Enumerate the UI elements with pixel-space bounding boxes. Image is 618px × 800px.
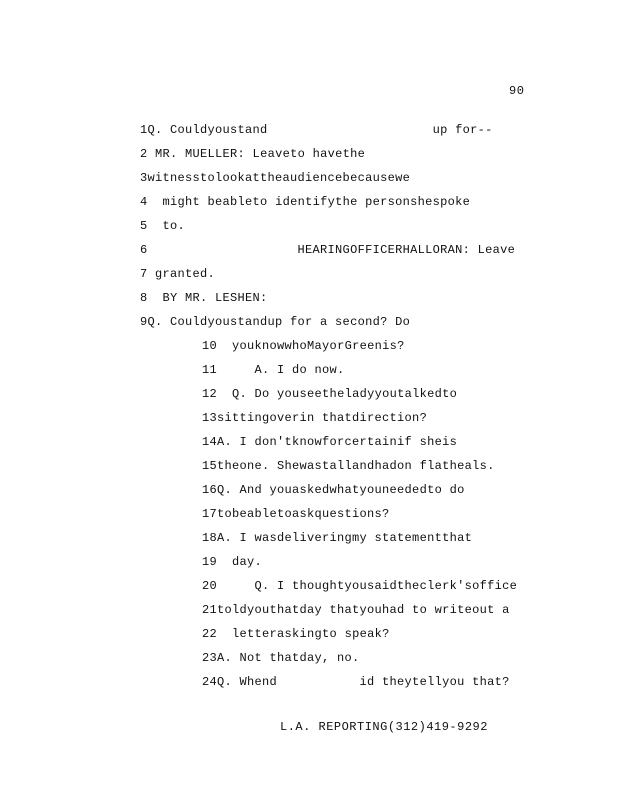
transcript-line-24 [172, 661, 510, 703]
line-text: granted. [155, 267, 216, 281]
line-number: 19 [202, 555, 218, 569]
line-text: A. I wasdeliveringmy statementthat [217, 531, 473, 545]
line-text: might beableto identifythe personshespoke [162, 195, 471, 209]
line-text: A. I do now. [217, 363, 345, 377]
page-number: 90 [509, 84, 525, 98]
line-text: theone. Shewastallandhadon flatheals. [217, 459, 495, 473]
line-text: tobeabletoaskquestions? [217, 507, 390, 521]
line-number: 22 [202, 627, 218, 641]
line-number: 20 [202, 579, 218, 593]
line-number: 21 [202, 603, 218, 617]
line-number: 16 [202, 483, 218, 497]
line-number: 7 [140, 267, 148, 281]
line-number: 10 [202, 339, 218, 353]
line-text: Q. And youaskedwhatyouneededto do [217, 483, 465, 497]
line-number: 14 [202, 435, 218, 449]
line-number: 17 [202, 507, 218, 521]
line-number: 18 [202, 531, 218, 545]
line-text: toldyouthatday thatyouhad to writeout a [217, 603, 510, 617]
line-text: A. Not thatday, no. [217, 651, 360, 665]
line-text: youknowwhoMayorGreenis? [232, 339, 405, 353]
line-text: Q. Do youseetheladyyoutalkedto [232, 387, 458, 401]
line-text: day. [232, 555, 263, 569]
line-number: 1 [140, 123, 148, 137]
line-text: witnesstolookattheaudiencebecausewe [147, 171, 411, 185]
line-number: 6 [140, 243, 148, 257]
line-text: to. [162, 219, 186, 233]
line-number: 13 [202, 411, 218, 425]
line-number: 15 [202, 459, 218, 473]
line-number: 3 [140, 171, 148, 185]
line-text: A. I don'tknowforcertainif sheis [217, 435, 458, 449]
line-number: 5 [140, 219, 148, 233]
line-number: 23 [202, 651, 218, 665]
line-text: HEARINGOFFICERHALLORAN: Leave [147, 243, 516, 257]
line-text: sittingoverin thatdirection? [217, 411, 428, 425]
line-number: 11 [202, 363, 218, 377]
line-number: 2 [140, 147, 148, 161]
line-text: Q. Couldyoustand up for-- [147, 123, 493, 137]
line-number: 9 [140, 315, 148, 329]
line-text: BY MR. LESHEN: [162, 291, 268, 305]
reporter-footer: L.A. REPORTING(312)419-9292 [280, 720, 488, 734]
line-text: MR. MUELLER: Leaveto havethe [155, 147, 366, 161]
line-number: 12 [202, 387, 218, 401]
line-number: 4 [140, 195, 148, 209]
line-text: Q. I thoughtyousaidtheclerk'soffice [217, 579, 518, 593]
line-number: 24 [202, 675, 218, 689]
line-text: letteraskingto speak? [232, 627, 390, 641]
line-text: Q. Whend id theytellyou that? [217, 675, 510, 689]
line-text: Q. Couldyoustandup for a second? Do [147, 315, 411, 329]
line-number: 8 [140, 291, 148, 305]
